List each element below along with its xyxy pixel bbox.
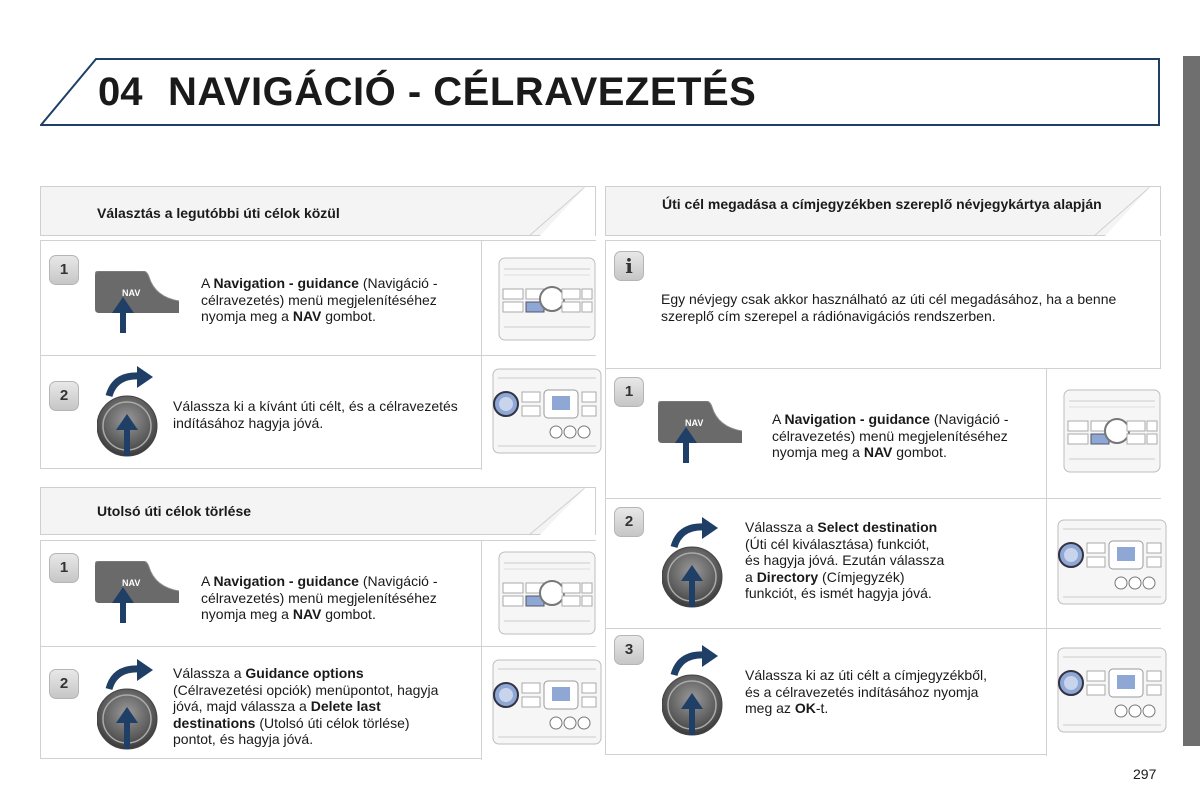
section-header-directory [605,186,1161,236]
side-tab [1183,56,1200,746]
step-text: A Navigation - guidance (Navigáció - célravezetés) menü megjelenítéséhez nyomja meg a NAV gombot. [772,411,1009,460]
rotary-knob-icon [662,645,732,748]
chapter-number: 04 [98,70,143,114]
radio-panel-thumbnail [481,241,596,355]
radio-panel-thumbnail [1046,499,1161,628]
radio-panel-thumbnail [1046,629,1161,756]
info-row [606,241,1160,369]
section-title: Utolsó úti célok törlése [97,503,252,519]
steps-panel-delete [40,540,596,759]
step-row [41,647,595,760]
info-text: Egy névjegy csak akkor használható az úti cél megadásához, ha a benne szereplő cím szerepel a rádiónavigációs rendszerben. [661,291,1117,324]
step-row [41,541,595,647]
step-row [606,369,1160,499]
radio-panel-thumbnail [1046,369,1161,498]
step-text: Válassza ki a kívánt úti célt, és a célravezetés indításához hagyja jóvá. [173,398,458,431]
steps-panel-directory [605,240,1161,755]
step-badge: 2 [614,507,644,537]
step-badge: 3 [614,635,644,665]
section-header-delete [40,487,596,535]
step-text: A Navigation - guidance (Navigáció - célravezetés) menü megjelenítéséhez nyomja meg a NAV gombot. [201,573,438,622]
rotary-knob-icon [662,517,732,620]
radio-panel-thumbnail [481,356,596,470]
radio-panel-thumbnail [481,647,596,760]
radio-panel-thumbnail [481,541,596,646]
page-number: 297 [1133,766,1157,782]
step-row [606,499,1160,629]
step-badge: 1 [614,377,644,407]
step-text: Válassza a Select destination (Úti cél kiválasztása) funkciót, és hagyja jóvá. Ezután válassza a Directory (Címjegyzék) funkciót, és ismét hagyja jóvá. [745,519,945,601]
step-text: Válassza ki az úti célt a címjegyzékből, és a célravezetés indításához nyomja meg az OK-t. [745,667,987,716]
info-icon: i [614,251,644,281]
step-text: A Navigation - guidance (Navigáció - célravezetés) menü megjelenítéséhez nyomja meg a NAV gombot. [201,275,438,324]
step-badge: 1 [49,255,79,285]
rotary-knob-icon [97,366,167,469]
step-text: Válassza a Guidance options (Célravezetési opciók) menüpontot, hagyja jóvá, majd válassza a Delete last destinations (Utolsó úti célok törlése) pontot, és hagyja jóvá. [173,665,439,747]
step-row [41,241,595,356]
steps-panel-recent [40,240,596,469]
section-title: Úti cél megadása a címjegyzékben szereplő névjegykártya alapján [662,196,1102,212]
svg-text:NAV: NAV [122,578,141,588]
step-badge: 1 [49,553,79,583]
section-title: Választás a legutóbbi úti célok közül [97,205,340,221]
chapter-title: NAVIGÁCIÓ - CÉLRAVEZETÉS [168,70,757,114]
nav-button-icon [95,561,185,636]
section-header-recent [40,186,596,236]
nav-button-icon [658,401,748,476]
step-row [41,356,595,470]
svg-text:NAV: NAV [122,288,141,298]
step-row [606,629,1160,756]
step-badge: 2 [49,669,79,699]
rotary-knob-icon [97,659,167,762]
step-badge: 2 [49,381,79,411]
nav-button-icon [95,271,185,346]
svg-text:NAV: NAV [685,418,704,428]
